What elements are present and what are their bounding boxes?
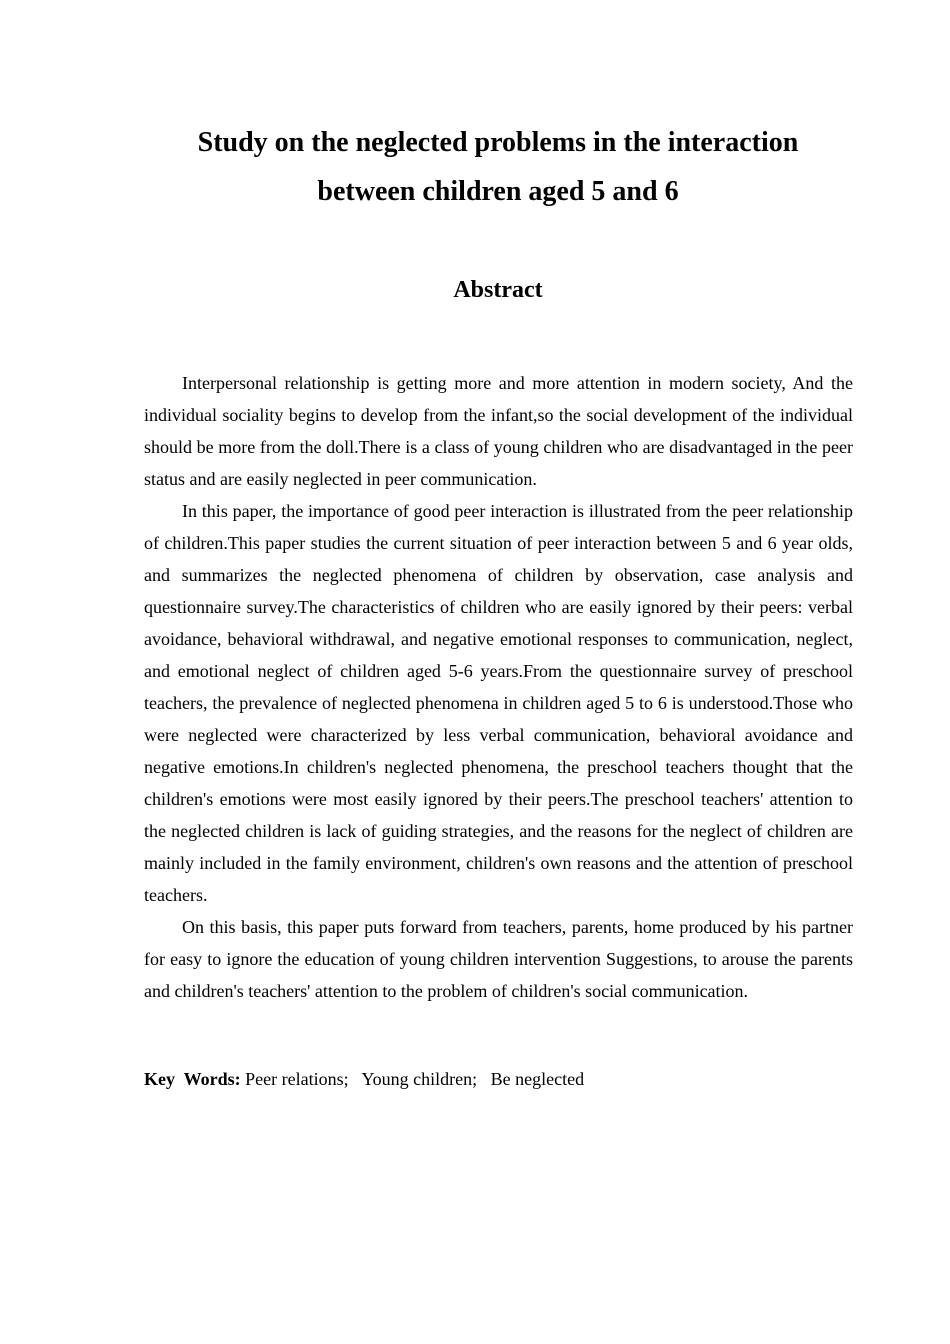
title-line-2: between children aged 5 and 6 (317, 176, 679, 207)
keywords-label: Key Words: (144, 1069, 241, 1089)
keyword-1: Peer relations; (245, 1069, 349, 1089)
keywords-line (144, 1063, 584, 1095)
keyword-2: Young children; (361, 1069, 478, 1089)
abstract-paragraph-3: On this basis, this paper puts forward from teachers, parents, home produced by his partner for easy to ignore the education of young children intervention Suggestions, to arouse the parents and children's teachers' attention to the problem of children's social communication. (144, 917, 853, 1001)
abstract-paragraph-1: Interpersonal relationship is getting more and more attention in modern society, And the individual sociality begins to develop from the infant,so the social development of the individual should be more from the doll.There is a class of young children who are disadvantaged in the peer status and are easily neglected in peer communication. (144, 373, 853, 489)
abstract-heading: Abstract (453, 277, 543, 303)
abstract-body (144, 367, 853, 1007)
keyword-3: Be neglected (490, 1069, 585, 1089)
abstract-paragraph-2: In this paper, the importance of good peer interaction is illustrated from the peer relationship of children.This paper studies the current situation of peer interaction between 5 and 6 year olds, and summarizes the neglected phenomena of children by observation, case analysis and questionnaire survey.The characteristics of children who are easily ignored by their peers: verbal avoidance, behavioral withdrawal, and negative emotional responses to communication, neglect, and emotional neglect of children aged 5-6 years.From the questionnaire survey of preschool teachers, the prevalence of neglected phenomena in children aged 5 to 6 is understood.Those who were neglected were characterized by less verbal communication, behavioral avoidance and negative emotions.In children's neglected phenomena, the preschool teachers thought that the children's emotions were most easily ignored by their peers.The preschool teachers' attention to the neglected children is lack of guiding strategies, and the reasons for the neglect of children are mainly included in the family environment, children's own reasons and the attention of preschool teachers. (144, 501, 853, 905)
paper-title (0, 118, 950, 216)
title-line-1: Study on the neglected problems in the interaction (197, 127, 799, 158)
